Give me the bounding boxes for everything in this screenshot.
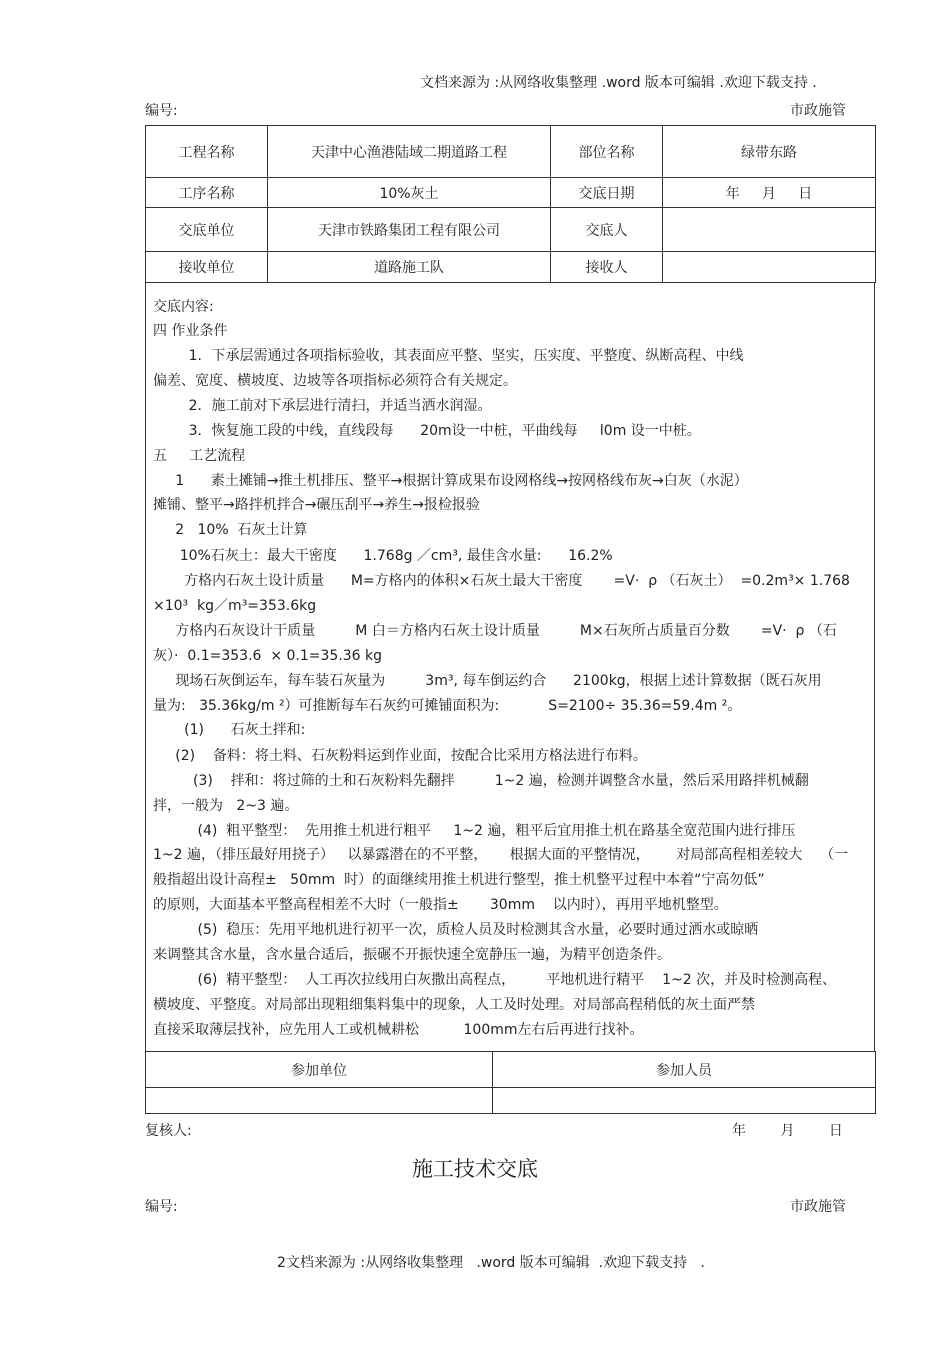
receiver-unit-value: 道路施工队: [268, 252, 551, 283]
serial-number-label: 编号:: [145, 1199, 178, 1215]
table-row: [146, 178, 876, 208]
content-line: 10%石灰土：最大干密度 1.768g ／cm³, 最佳含水量: 16.2%: [153, 548, 613, 564]
person-value: [663, 208, 876, 252]
date-value: 年 月 日: [663, 178, 876, 208]
content-line: (6) 精平整型： 人工再次拉线用白灰撒出高程点， 平地机进行精平 1~2 次，并及时检测高程、: [153, 972, 837, 988]
person-label: 交底人: [551, 208, 663, 252]
content-line: 横坡度、平整度。对局部出现粗细集料集中的现象，人工及时处理。对局部高程稍低的灰土面严禁: [153, 997, 755, 1013]
content-line: 1．下承层需通过各项指标验收，其表面应平整、坚实，压实度、平整度、纵断高程、中线: [153, 348, 744, 364]
unit-value: 天津市铁路集团工程有限公司: [268, 208, 551, 252]
content-line: 的原则，大面基本平整高程相差不大时（一般指± 30mm 以内时），再用平地机整型。: [153, 897, 728, 913]
content-line: 拌，一般为 2~3 遍。: [153, 798, 299, 814]
table-row: [146, 252, 876, 283]
project-name-label: 工程名称: [146, 126, 268, 178]
content-line: 灰）· 0.1=353.6 × 0.1=35.36 kg: [153, 648, 383, 664]
content-line: 3．恢复施工段的中线，直线段每 20m设一中桩，平曲线每 l0m 设一中桩。: [153, 423, 701, 439]
part-name-value: 绿带东路: [663, 126, 876, 178]
content-line: 2．施工前对下承层进行清扫，并适当洒水润湿。: [153, 398, 492, 414]
content-line: 1~2 遍，（排压最好用挠子） 以暴露潜在的不平整， 根据大面的平整情况， 对局部高程相差较大 （一: [153, 847, 849, 863]
content-line: 偏差、宽度、横坡度、边坡等各项指标必须符合有关规定。: [153, 373, 517, 389]
content-line: 方格内石灰设计干质量 M 白＝方格内石灰土设计质量 M×石灰所占质量百分数 =V· ρ （石: [153, 623, 837, 639]
unit-label: 交底单位: [146, 208, 268, 252]
reviewer-label: 复核人:: [145, 1123, 192, 1139]
department-label: 市政施管: [790, 1199, 846, 1215]
info-table: [145, 125, 876, 283]
department-label: 市政施管: [790, 103, 846, 119]
content-line: 般指超出设计高程± 50mm 时）的面继续用推土机进行整型，推土机整平过程中本着“宁高勿低”: [153, 872, 765, 888]
serial-number-label: 编号:: [145, 103, 178, 119]
table-row: [146, 208, 876, 252]
date-label: 交底日期: [551, 178, 663, 208]
content-line: 直接采取薄层找补，应先用人工或机械耕松 100mm左右后再进行找补。: [153, 1022, 644, 1038]
participant-label: 参加人员: [493, 1052, 876, 1088]
content-line: 来调整其含水量，含水量合适后，振碾不开振快速全宽静压一遍，为精平创造条件。: [153, 947, 671, 963]
part-name-label: 部位名称: [551, 126, 663, 178]
content-line: 1 素土摊铺→推土机排压、整平→根据计算成果布设网格线→按网格线布灰→白灰（水泥）: [153, 473, 748, 489]
source-note-footer: 2文档来源为 :从网络收集整理 .word 版本可编辑 .欢迎下载支持 .: [277, 1255, 705, 1271]
content-line: 五 工艺流程: [153, 448, 246, 464]
content-line: (3) 拌和：将过筛的土和石灰粉料先翻拌 1~2 遍，检测并调整含水量，然后采用路拌机械翻: [153, 773, 809, 789]
content-line: 交底内容:: [153, 299, 214, 315]
content-line: (1) 石灰土拌和:: [153, 722, 306, 738]
table-row: [146, 1088, 876, 1114]
project-name-value: 天津中心渔港陆域二期道路工程: [268, 126, 551, 178]
table-row: [146, 1052, 876, 1088]
table-row: [146, 126, 876, 178]
receiver-label: 接收人: [551, 252, 663, 283]
content-line: (4) 粗平整型： 先用推土机进行粗平 1~2 遍，粗平后宜用推土机在路基全宽范围内进行排压: [153, 823, 796, 839]
process-label: 工序名称: [146, 178, 268, 208]
participant-table: [145, 1051, 876, 1114]
participant-unit-label: 参加单位: [146, 1052, 493, 1088]
disclosure-content: [145, 282, 875, 1051]
content-line: (5) 稳压：先用平地机进行初平一次，质检人员及时检测其含水量，必要时通过洒水或晾晒: [153, 922, 759, 938]
receiver-unit-label: 接收单位: [146, 252, 268, 283]
participant-value: [493, 1088, 876, 1114]
source-note-header: 文档来源为 :从网络收集整理 .word 版本可编辑 .欢迎下载支持 .: [420, 75, 817, 91]
content-line: 量为: 35.36kg/m ²）可推断每车石灰约可摊铺面积为: S=2100÷ 35.36=59.4m ²。: [153, 698, 742, 714]
content-line: 四 作业条件: [153, 323, 228, 339]
participant-unit-value: [146, 1088, 493, 1114]
receiver-value: [663, 252, 876, 283]
content-line: 摊铺、整平→路拌机拌合→碾压刮平→养生→报检报验: [153, 497, 480, 513]
content-line: (2) 备料：将土料、石灰粉料运到作业面，按配合比采用方格法进行布料。: [153, 748, 647, 764]
content-line: 方格内石灰土设计质量 M=方格内的体积×石灰土最大干密度 =V· ρ （石灰土） =0.2m³× 1.768: [153, 573, 850, 589]
content-line: 现场石灰倒运车，每车装石灰量为 3m³, 每车倒运约合 2100kg，根据上述计算数据（既石灰用: [153, 673, 822, 689]
content-line: ×10³ kg／m³=353.6kg: [153, 598, 317, 614]
process-value: 10%灰土: [268, 178, 551, 208]
page-title: 施工技术交底: [412, 1157, 538, 1181]
review-date: 年 月 日: [732, 1123, 843, 1139]
content-line: 2 10% 石灰土计算: [153, 522, 308, 538]
